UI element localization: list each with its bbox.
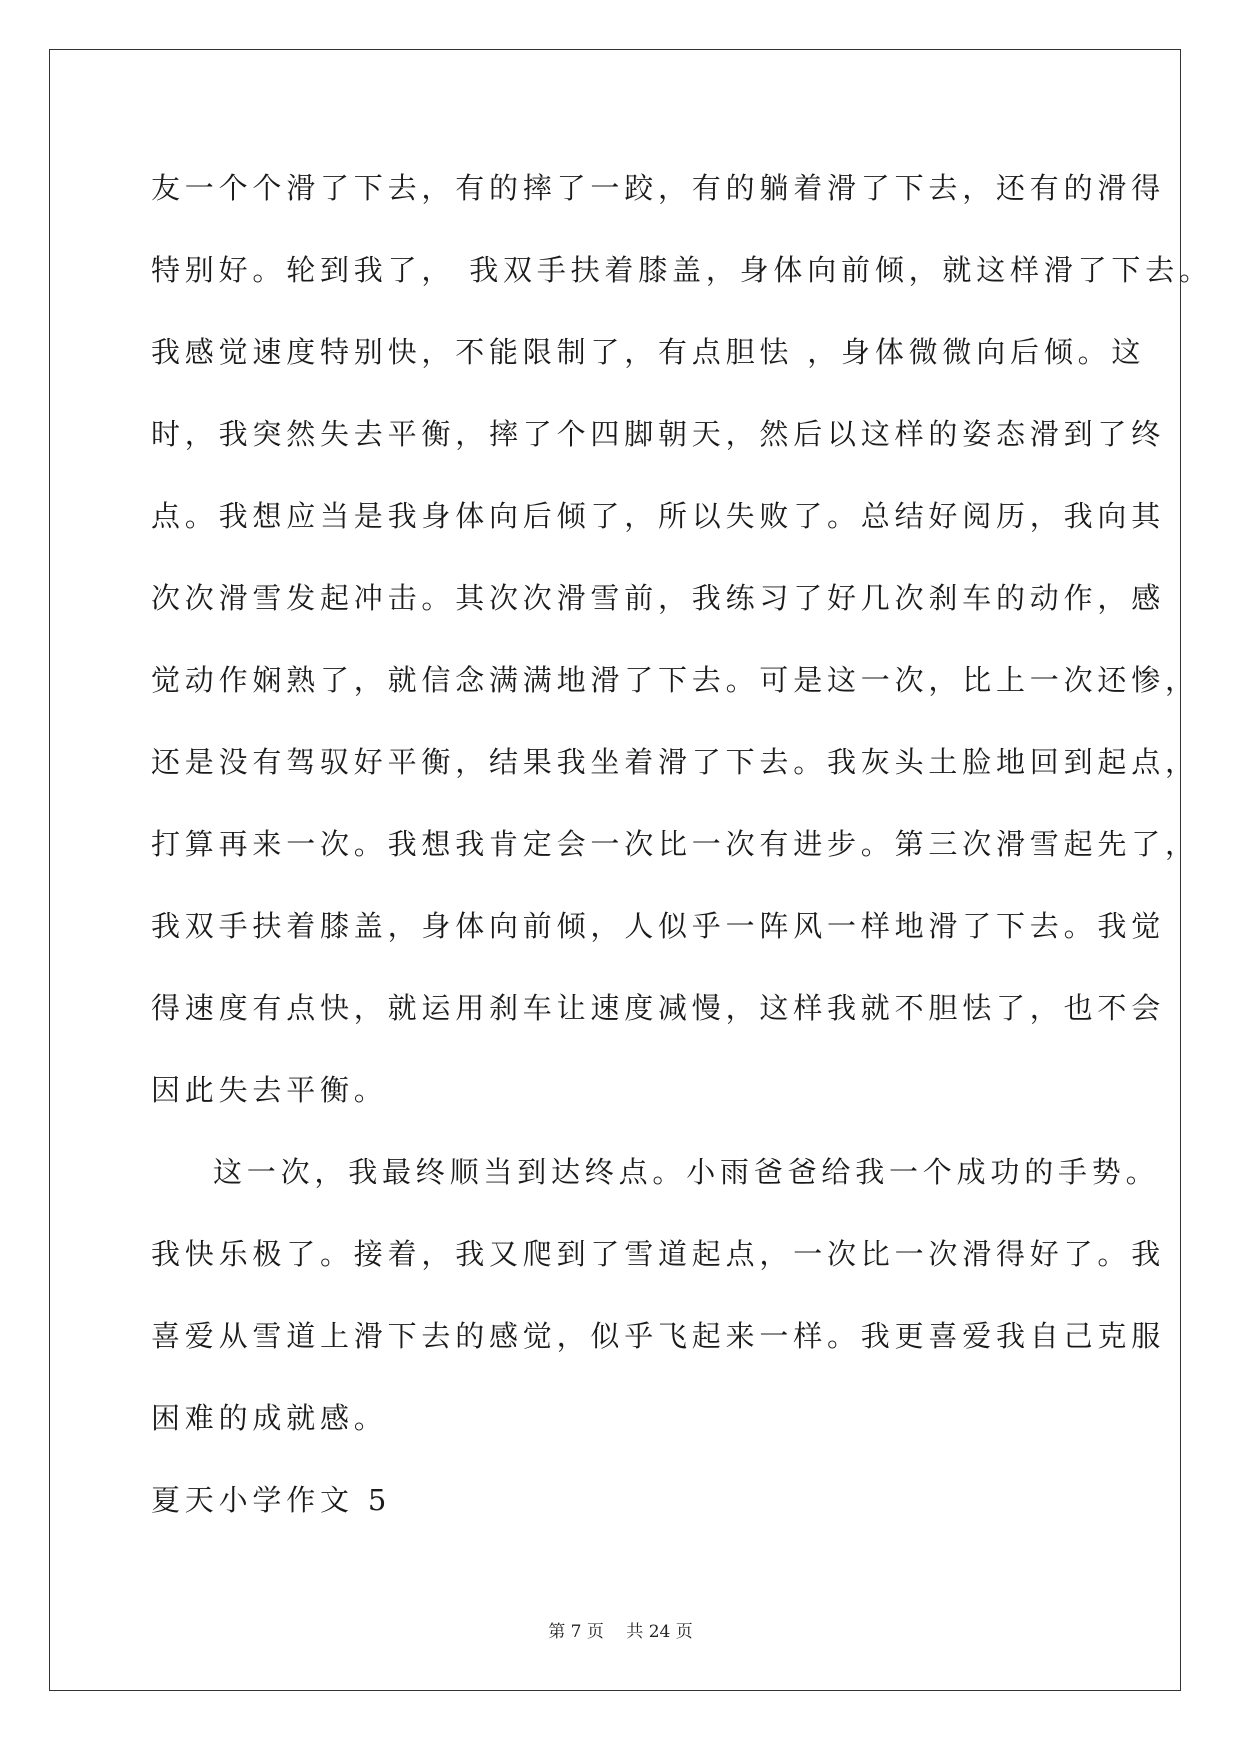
paragraph-line: 喜爱从雪道上滑下去的感觉，似乎飞起来一样。我更喜爱我自己克服 bbox=[151, 1319, 1166, 1353]
page-border bbox=[49, 49, 1181, 1691]
paragraph-line: 还是没有驾驭好平衡，结果我坐着滑了下去。我灰头土脸地回到起点， bbox=[151, 745, 1199, 779]
paragraph-line: 我双手扶着膝盖，身体向前倾，人似乎一阵风一样地滑了下去。我觉 bbox=[151, 909, 1166, 943]
section-heading: 夏天小学作文 5 bbox=[151, 1483, 392, 1517]
paragraph-line: 我快乐极了。接着，我又爬到了雪道起点，一次比一次滑得好了。我 bbox=[151, 1237, 1166, 1271]
paragraph-line: 我感觉速度特别快，不能限制了，有点胆怯 ，身体微微向后倾。这 bbox=[151, 335, 1146, 369]
paragraph-line: 困难的成就感。 bbox=[151, 1401, 388, 1435]
paragraph-line: 友一个个滑了下去，有的摔了一跤，有的躺着滑了下去，还有的滑得 bbox=[151, 171, 1166, 205]
paragraph-line-indented: 这一次，我最终顺当到达终点。小雨爸爸给我一个成功的手势。 bbox=[213, 1155, 1160, 1189]
paragraph-line: 觉动作娴熟了，就信念满满地滑了下去。可是这一次，比上一次还惨， bbox=[151, 663, 1199, 697]
paragraph-line: 得速度有点快，就运用刹车让速度减慢，这样我就不胆怯了，也不会 bbox=[151, 991, 1166, 1025]
paragraph-line: 时，我突然失去平衡，摔了个四脚朝天，然后以这样的姿态滑到了终 bbox=[151, 417, 1166, 451]
paragraph-line: 因此失去平衡。 bbox=[151, 1073, 388, 1107]
page-number-footer: 第 7 页 共 24 页 bbox=[548, 1622, 693, 1642]
paragraph-line: 次次滑雪发起冲击。其次次滑雪前，我练习了好几次刹车的动作，感 bbox=[151, 581, 1166, 615]
paragraph-line: 点。我想应当是我身体向后倾了，所以失败了。总结好阅历，我向其 bbox=[151, 499, 1166, 533]
paragraph-line: 特别好。轮到我了， 我双手扶着膝盖，身体向前倾，就这样滑了下去。 bbox=[151, 253, 1213, 287]
paragraph-line: 打算再来一次。我想我肯定会一次比一次有进步。第三次滑雪起先了， bbox=[151, 827, 1199, 861]
